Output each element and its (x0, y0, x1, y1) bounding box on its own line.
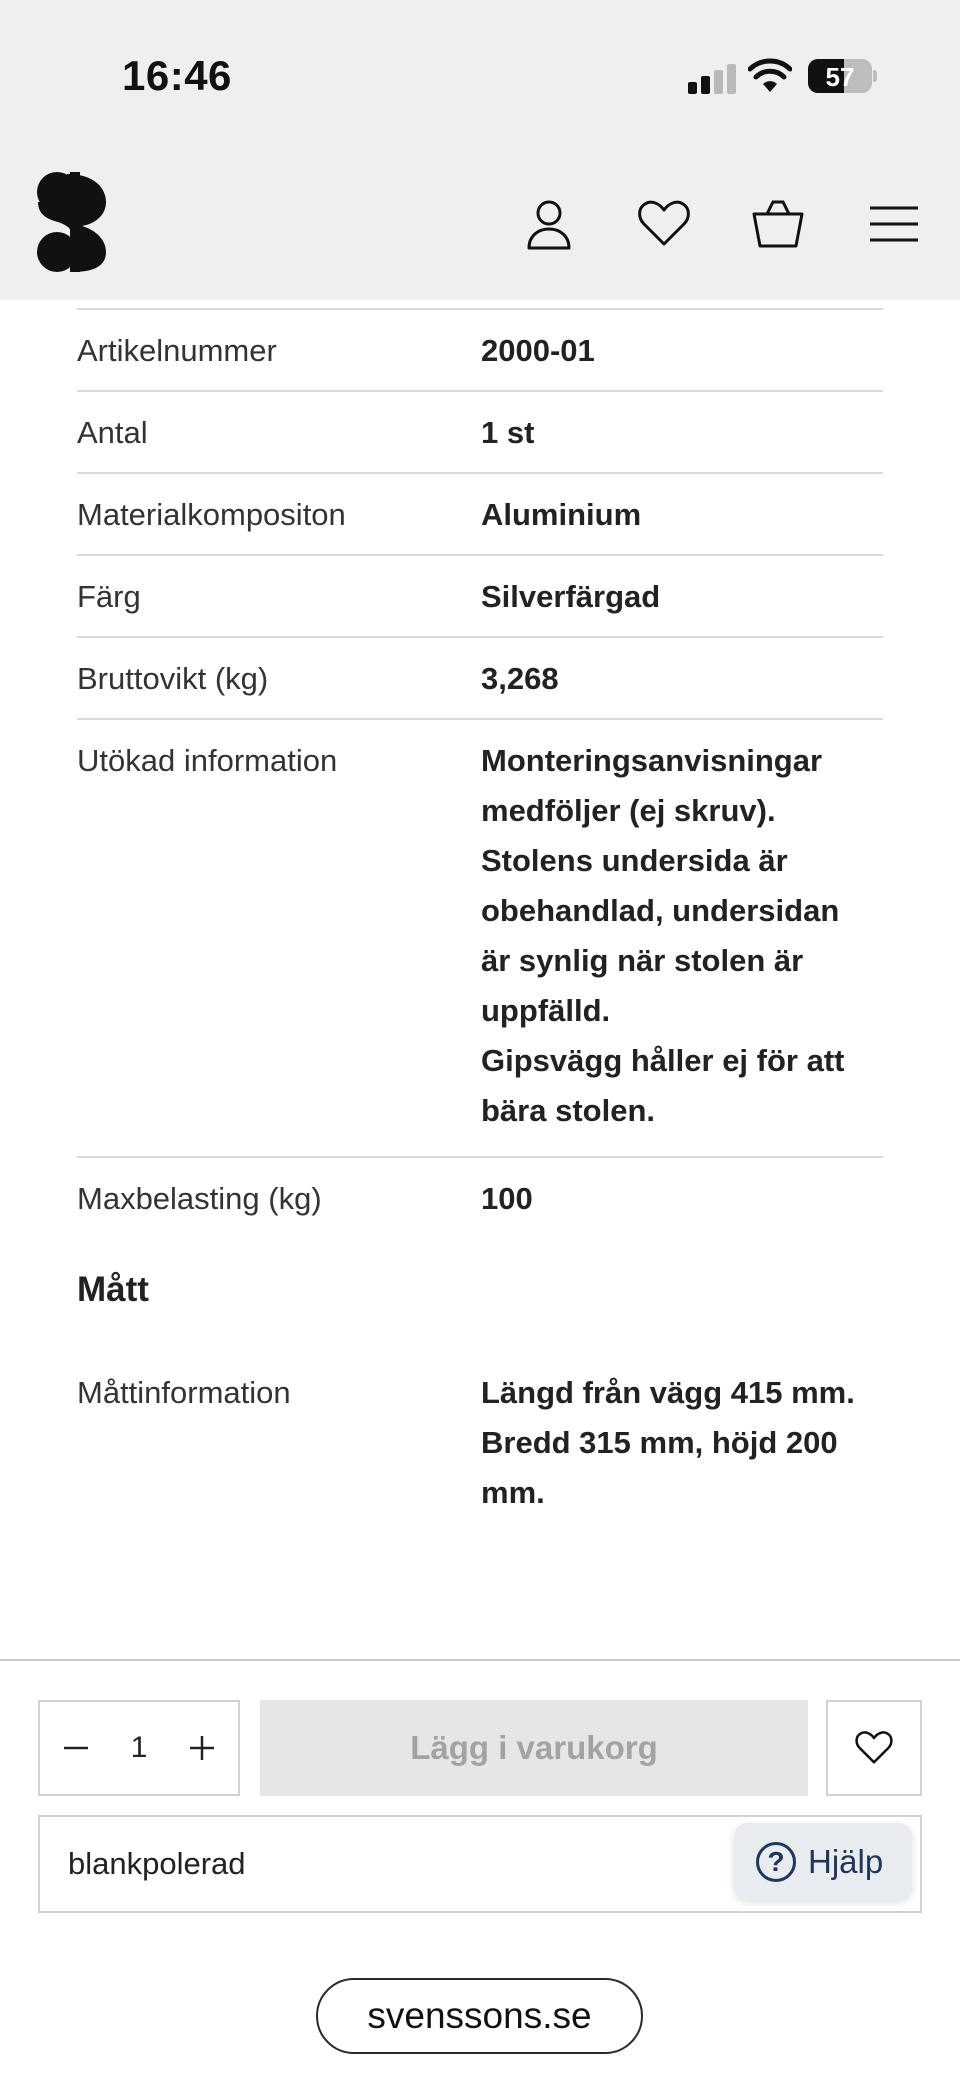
dimensions-title: Mått (77, 1270, 149, 1309)
help-button[interactable] (734, 1823, 912, 1901)
battery-level: 57 (825, 62, 855, 92)
spec-label: Bruttovikt (kg) (77, 661, 269, 696)
browser-url-bar[interactable]: svenssons.se (316, 1978, 643, 2054)
spec-label: Antal (77, 415, 148, 450)
spec-label: Artikelnummer (77, 333, 277, 368)
spec-value: 2000-01 (481, 333, 595, 368)
dimensions-row (77, 1374, 883, 1518)
spec-value: 3,268 (481, 661, 559, 696)
dimensions-label: Måttinformation (77, 1375, 291, 1410)
spec-value: Aluminium (481, 497, 642, 532)
spec-value: 100 (481, 1181, 533, 1216)
account-icon[interactable] (521, 196, 577, 252)
spec-value: Silverfärgad (481, 579, 661, 614)
spec-table (77, 308, 883, 1238)
spec-label: Maxbelasting (kg) (77, 1181, 322, 1216)
decrease-quantity-button[interactable] (56, 1728, 96, 1768)
spec-label: Materialkompositon (77, 497, 346, 532)
svenssons-logo[interactable] (36, 172, 106, 272)
status-time: 16:46 (122, 52, 232, 99)
battery-tip (873, 70, 877, 82)
question-icon: ? (756, 1842, 796, 1882)
menu-icon[interactable] (866, 196, 922, 252)
top-bar (0, 0, 960, 300)
wishlist-heart-icon[interactable] (636, 196, 692, 252)
quantity-stepper (38, 1700, 240, 1796)
battery-icon (808, 59, 872, 93)
spec-label: Utökad information (77, 743, 338, 778)
spec-row-utokad-information (77, 718, 883, 1156)
spec-row-farg (77, 554, 883, 636)
finish-value: blankpolerad (68, 1846, 246, 1881)
wifi-icon (748, 58, 792, 94)
help-label: Hjälp (808, 1843, 884, 1880)
quantity-value[interactable]: 1 (130, 1731, 148, 1764)
spec-row-material (77, 472, 883, 554)
shopping-basket-icon[interactable] (750, 196, 806, 252)
spec-value: 1 st (481, 415, 535, 450)
spec-row-antal (77, 390, 883, 472)
spec-value: Monteringsanvisningar medföljer (ej skruv). Stolens undersida är obehandlad, undersidan är synlig när stolen är uppfälld. Gipsvägg håller ej för att bära stolen. (481, 743, 845, 1128)
heart-icon (854, 1728, 894, 1768)
increase-quantity-button[interactable] (182, 1728, 222, 1768)
dimensions-value: Längd från vägg 415 mm. Bredd 315 mm, höjd 200 mm. (481, 1375, 855, 1510)
spec-row-artikelnummer (77, 308, 883, 390)
bottom-bar-divider (0, 1659, 960, 1661)
spec-row-bruttovikt (77, 636, 883, 718)
add-to-wishlist-button[interactable] (826, 1700, 922, 1796)
add-to-cart-button[interactable]: Lägg i varukorg (260, 1700, 808, 1796)
spec-row-maxbelasting (77, 1156, 883, 1238)
spec-label: Färg (77, 579, 141, 614)
signal-icon (688, 64, 736, 94)
